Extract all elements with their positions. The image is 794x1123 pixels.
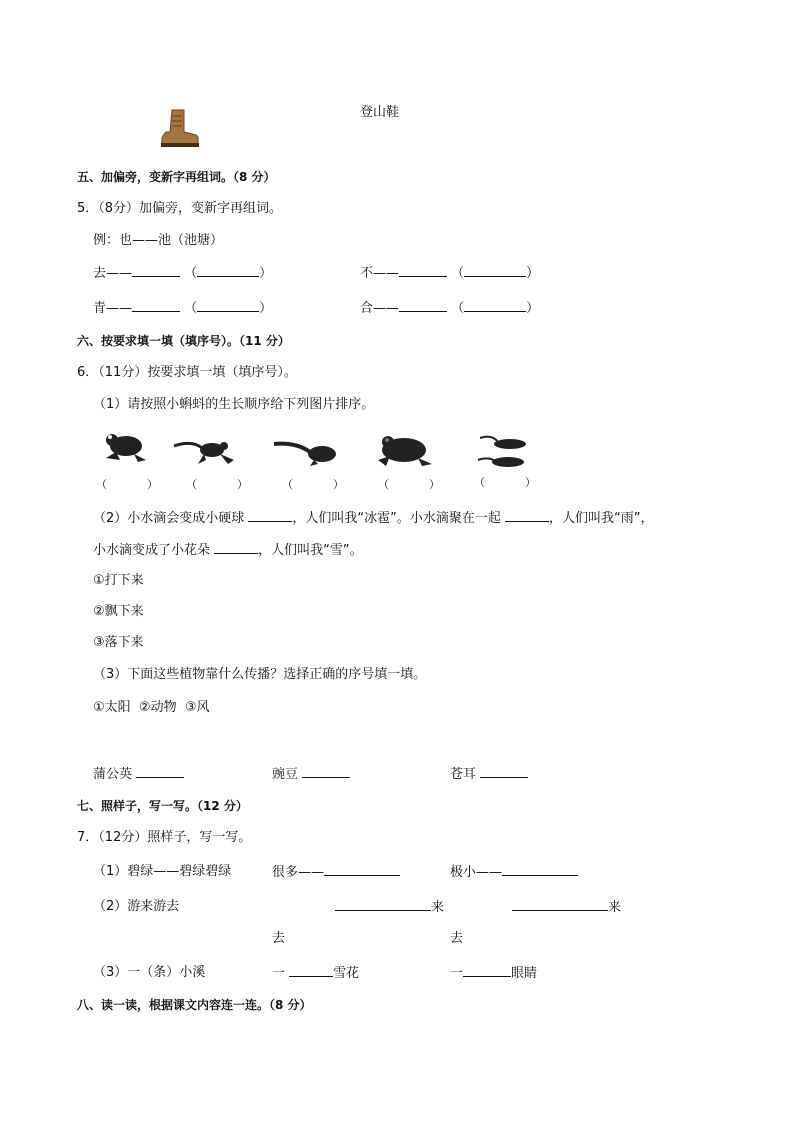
- answer-blank[interactable]: [502, 863, 578, 876]
- word-blank[interactable]: [464, 264, 526, 277]
- item-char: 不——: [360, 266, 400, 281]
- word-blank[interactable]: [197, 299, 259, 312]
- plant-row-item: 苍耳: [450, 765, 528, 784]
- fill-row: 去—— （ ）: [93, 266, 273, 281]
- answer-blank[interactable]: [512, 898, 608, 911]
- question-6-sub2-line1: （2）小水滴会变成小硬球 ，人们叫我“冰雹”。小水滴聚在一起 ，人们叫我“雨”，: [93, 511, 654, 526]
- row1-item-a: 很多——: [272, 863, 400, 882]
- order-blank-2[interactable]: （ ）: [186, 478, 248, 491]
- row2-item-b: 来: [512, 898, 621, 917]
- row3-example: （3）一（条）小溪: [93, 965, 206, 980]
- row1-example: （1）碧绿——碧绿碧绿: [93, 864, 232, 879]
- question-6-sub2-line2: 小水滴变成了小花朵 ，人们叫我“雪”。: [93, 543, 363, 558]
- section-5-header: 五、加偏旁，变新字再组词。（8 分）: [77, 170, 276, 184]
- order-blank-5[interactable]: （ ）: [474, 476, 536, 489]
- frog-image: [100, 428, 150, 464]
- answer-blank[interactable]: [399, 299, 447, 312]
- question-6-title: 6．（11分）按要求填一填（填序号）。: [77, 365, 297, 380]
- row2-item-a: 来: [335, 898, 444, 917]
- adult-frog-image: [374, 432, 434, 468]
- fill-row: 合—— （ ）: [360, 301, 540, 316]
- answer-blank[interactable]: [335, 898, 431, 911]
- answer-blank[interactable]: [505, 509, 549, 522]
- question-5-example: 例：也——池（池塘）: [93, 233, 224, 248]
- order-blank-4[interactable]: （ ）: [378, 478, 440, 491]
- answer-blank[interactable]: [132, 264, 180, 277]
- order-blank-3[interactable]: （ ）: [282, 478, 344, 491]
- answer-blank[interactable]: [132, 299, 180, 312]
- item-char: 合——: [360, 301, 400, 316]
- row2-qu-a: 去: [272, 931, 286, 946]
- plant-row-item: 蒲公英: [93, 765, 184, 784]
- fill-row: 青—— （ ）: [93, 301, 273, 316]
- section-6-header: 六、按要求填一填（填序号）。（11 分）: [77, 334, 290, 348]
- question-6-sub3-options: ①太阳 ②动物 ③风: [93, 700, 210, 715]
- answer-blank[interactable]: [480, 765, 528, 778]
- froglet-with-tail-image: [172, 436, 242, 468]
- answer-blank[interactable]: [289, 964, 333, 977]
- section-7-header: 七、照样子，写一写。（12 分）: [77, 799, 248, 813]
- item-char: 去——: [93, 266, 133, 281]
- row1-item-b: 极小——: [450, 863, 578, 882]
- row3-item-a: 一 雪花: [272, 966, 360, 981]
- plant-row-item: 豌豆: [272, 765, 350, 784]
- option-3: ③落下来: [93, 635, 144, 650]
- answer-blank[interactable]: [302, 765, 350, 778]
- row2-example: （2）游来游去: [93, 899, 180, 914]
- question-6-sub1: （1）请按照小蝌蚪的生长顺序给下列图片排序。: [93, 397, 375, 412]
- question-7-title: 7．（12分）照样子，写一写。: [77, 830, 252, 845]
- answer-blank[interactable]: [248, 509, 292, 522]
- answer-blank[interactable]: [214, 541, 258, 554]
- section-8-header: 八、读一读，根据课文内容连一连。（8 分）: [77, 998, 312, 1012]
- word-blank[interactable]: [464, 299, 526, 312]
- tadpoles-image: [476, 432, 538, 468]
- fill-row: 不—— （ ）: [360, 266, 540, 281]
- item-char: 青——: [93, 301, 133, 316]
- word-blank[interactable]: [197, 264, 259, 277]
- answer-blank[interactable]: [324, 863, 400, 876]
- option-2: ②飘下来: [93, 604, 144, 619]
- row3-item-b: 一 眼睛: [450, 966, 538, 981]
- hiking-boot-image: [158, 108, 200, 148]
- answer-blank[interactable]: [399, 264, 447, 277]
- order-blank-1[interactable]: （ ）: [96, 478, 158, 491]
- boot-caption: 登山鞋: [360, 105, 400, 120]
- tadpole-with-legs-image: [272, 438, 340, 466]
- answer-blank[interactable]: [136, 765, 184, 778]
- option-1: ①打下来: [93, 573, 144, 588]
- row2-qu-b: 去: [450, 931, 464, 946]
- question-5-title: 5．（8分）加偏旁，变新字再组词。: [77, 201, 283, 216]
- answer-blank[interactable]: [463, 964, 511, 977]
- question-6-sub3: （3）下面这些植物靠什么传播？选择正确的序号填一填。: [93, 667, 427, 682]
